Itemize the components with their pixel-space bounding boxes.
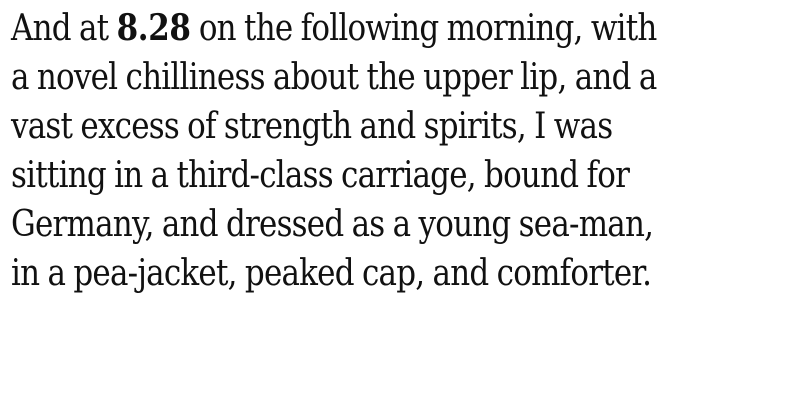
text-line-2: a novel chilliness about the upper lip, and a (11, 57, 657, 98)
text-line-6: in a pea-jacket, peaked cap, and comforter. (11, 253, 652, 294)
narrative-paragraph (11, 4, 690, 298)
text-line-3: vast excess of strength and spirits, I was (11, 106, 613, 147)
line-1-trailing-text: on the following morning, with (190, 8, 657, 49)
text-line-5: Germany, and dressed as a young sea-man, (11, 204, 654, 245)
bold-time-text: 8.28 (116, 7, 191, 49)
text-line-4: sitting in a third-class carriage, bound for (11, 155, 630, 196)
text-line-1 (11, 4, 690, 53)
line-1-lead-text: And at (11, 8, 117, 49)
